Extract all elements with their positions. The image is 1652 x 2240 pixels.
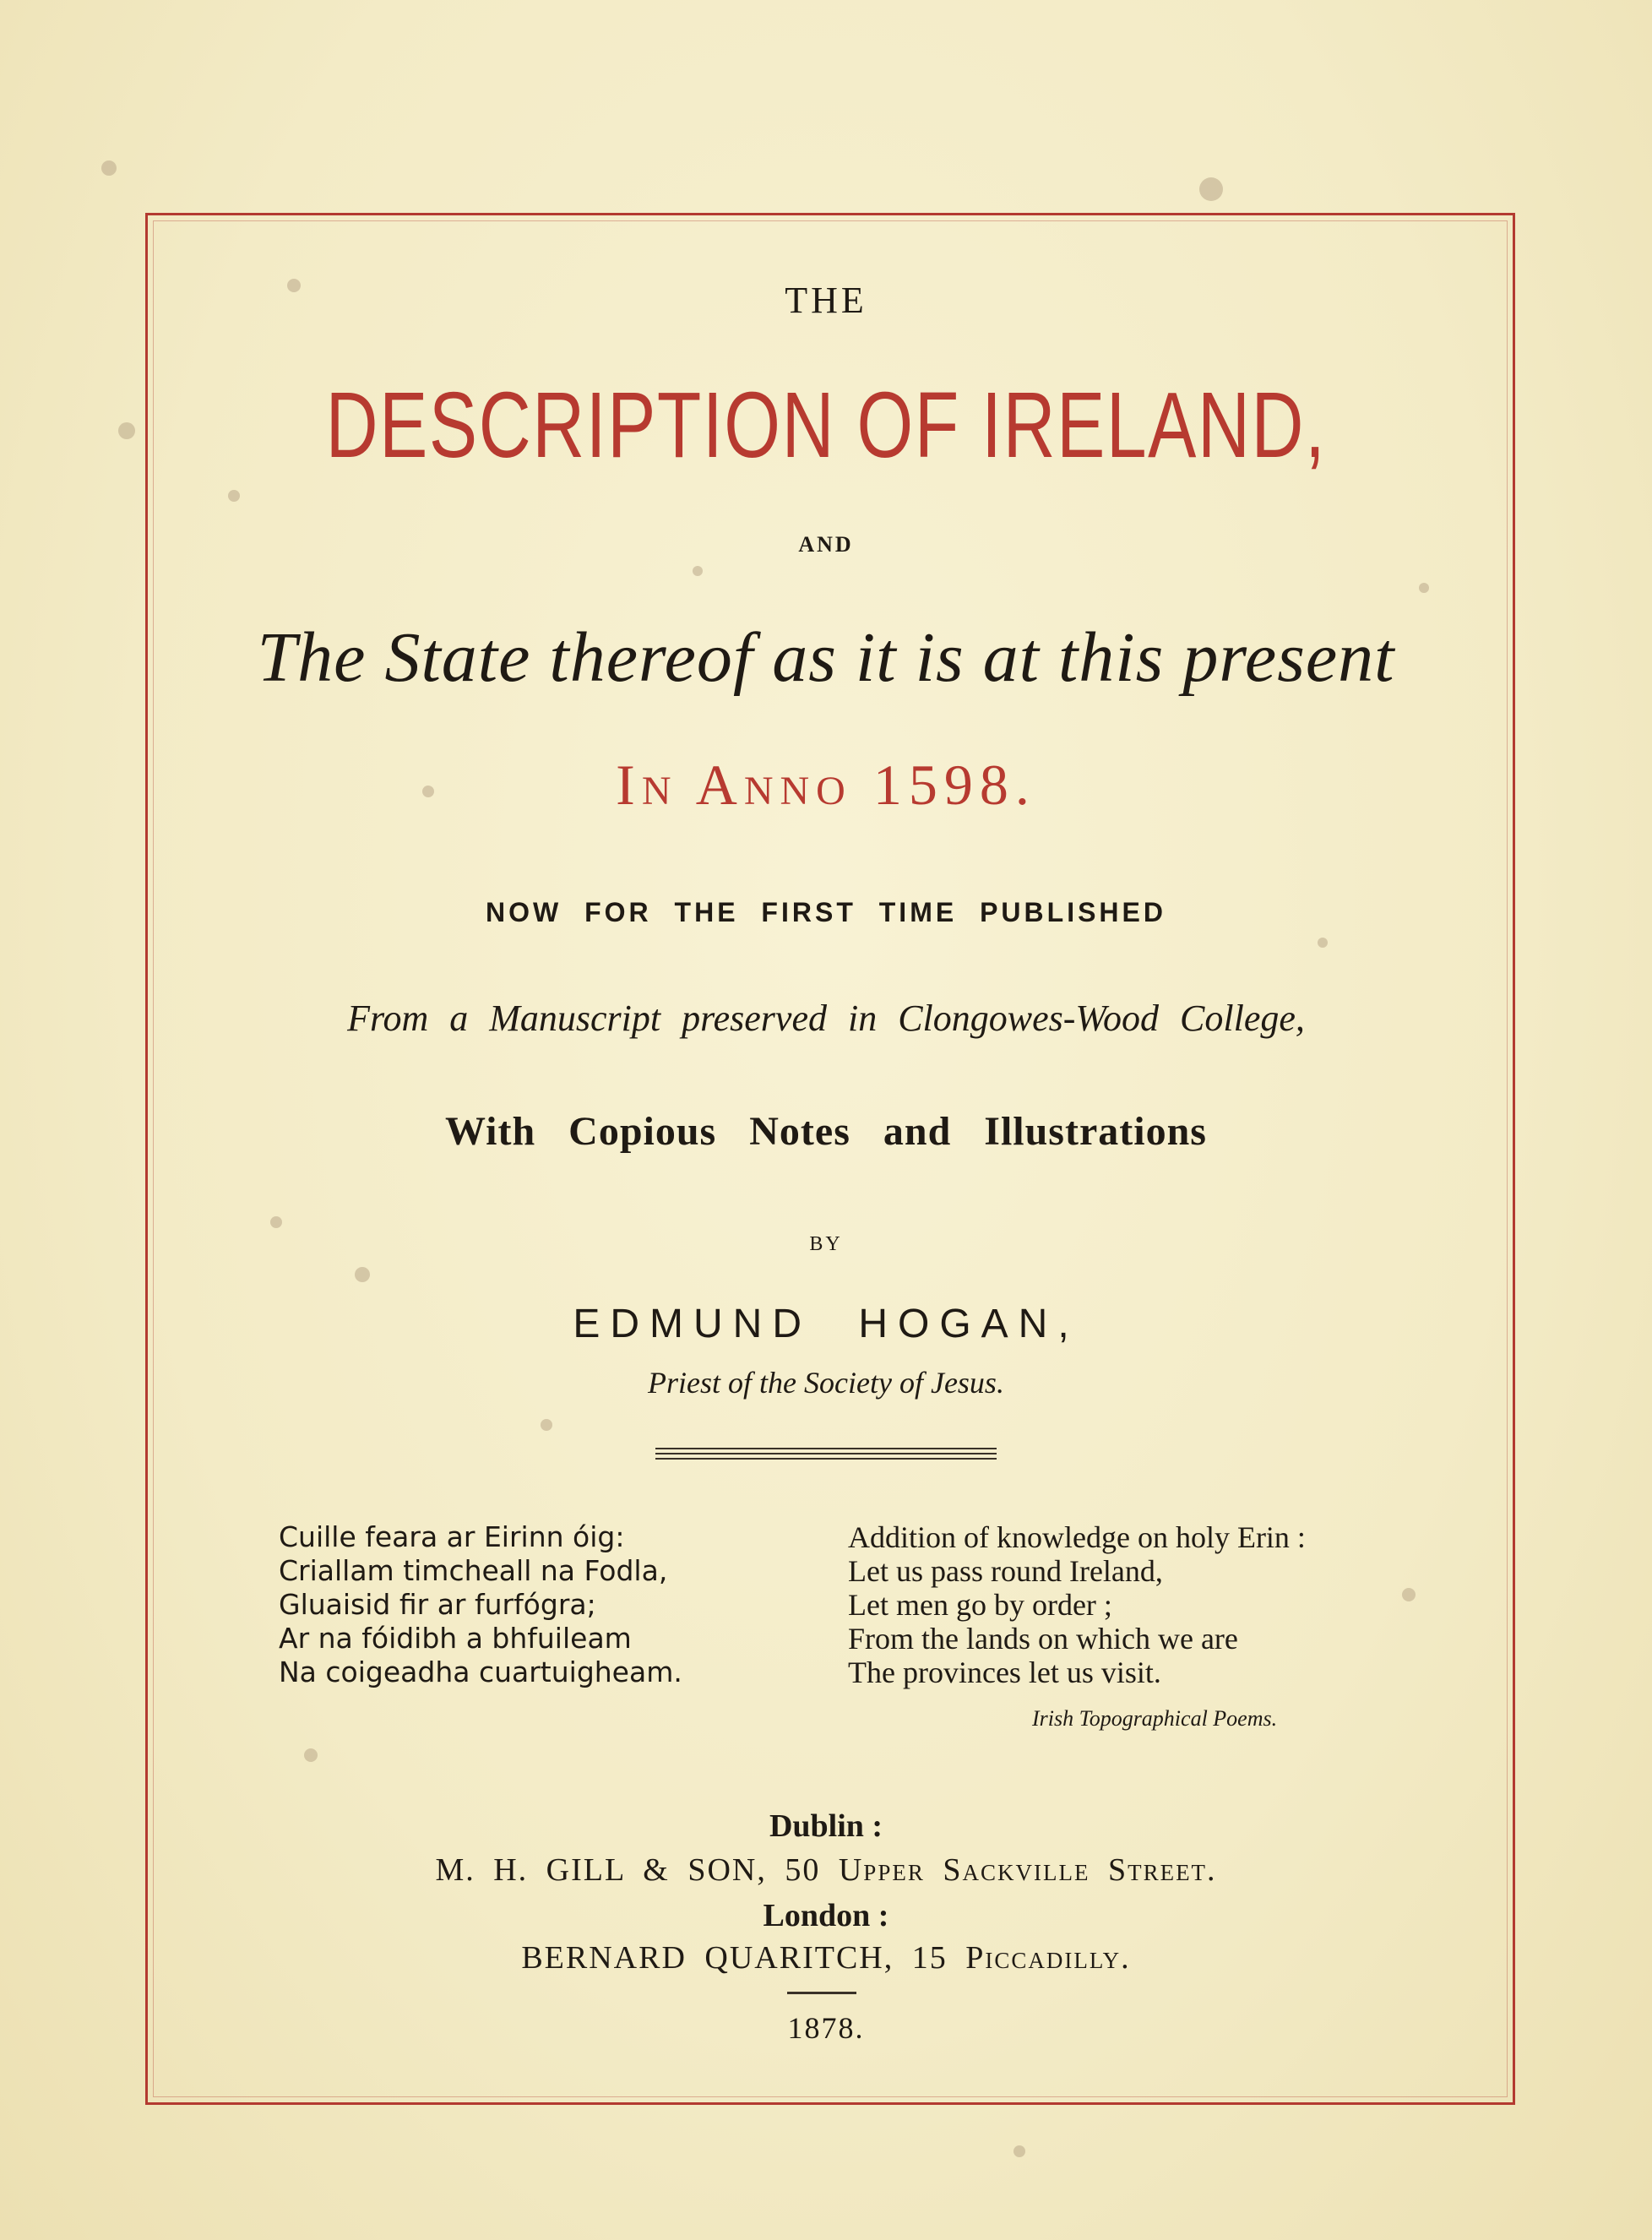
paper-speck: [101, 160, 117, 176]
manuscript-source: From a Manuscript preserved in Clongowes-Wood College,: [347, 998, 1305, 1039]
paper-speck: [118, 422, 135, 439]
verse-line: From the lands on which we are: [848, 1622, 1238, 1656]
year-rule: [787, 1992, 856, 1994]
divider-rule: [655, 1448, 997, 1449]
paper-speck: [1013, 2145, 1025, 2157]
year-of-account: In Anno 1598.: [616, 753, 1036, 817]
subtitle: The State thereof as it is at this present: [257, 618, 1395, 697]
verse-line: Addition of knowledge on holy Erin :: [848, 1520, 1306, 1554]
publication-note: NOW FOR THE FIRST TIME PUBLISHED: [486, 897, 1166, 927]
verse-line: Ar na fóidibh a bhfuileam: [279, 1622, 632, 1655]
verse-line: Na coigeadha cuartuigheam.: [279, 1656, 682, 1688]
verse-source: Irish Topographical Poems.: [1032, 1706, 1278, 1731]
imprint-publisher-dublin: M. H. GILL & SON, 50 Upper Sackville Street.: [435, 1852, 1217, 1888]
title-prefix: THE: [785, 280, 867, 321]
verse-line: Cuille feara ar Eirinn óig:: [279, 1520, 625, 1553]
paper-speck: [1199, 177, 1223, 201]
divider-rule: [655, 1453, 997, 1454]
divider-rule: [655, 1458, 997, 1460]
imprint-city-dublin: Dublin :: [769, 1808, 883, 1844]
imprint-publisher-london: BERNARD QUARITCH, 15 Piccadilly.: [521, 1940, 1131, 1976]
publication-year: 1878.: [787, 2011, 865, 2045]
notes-line: With Copious Notes and Illustrations: [445, 1109, 1207, 1154]
author-name: EDMUND HOGAN,: [573, 1302, 1079, 1346]
imprint-city-london: London :: [763, 1898, 889, 1933]
verse-line: Let us pass round Ireland,: [848, 1554, 1163, 1588]
verse-line: The provinces let us visit.: [848, 1656, 1161, 1689]
verse-line: Let men go by order ;: [848, 1588, 1112, 1622]
author-role: Priest of the Society of Jesus.: [648, 1366, 1004, 1400]
irish-verse: [279, 1520, 682, 1689]
verse-line: Gluaisid fir ar furfógra;: [279, 1588, 596, 1621]
by-line: BY: [809, 1233, 843, 1255]
page-title: DESCRIPTION OF IRELAND,: [325, 373, 1327, 477]
verse-line: Criallam timcheall na Fodla,: [279, 1554, 668, 1587]
english-verse: [848, 1520, 1306, 1689]
title-conjunction: AND: [798, 532, 854, 557]
